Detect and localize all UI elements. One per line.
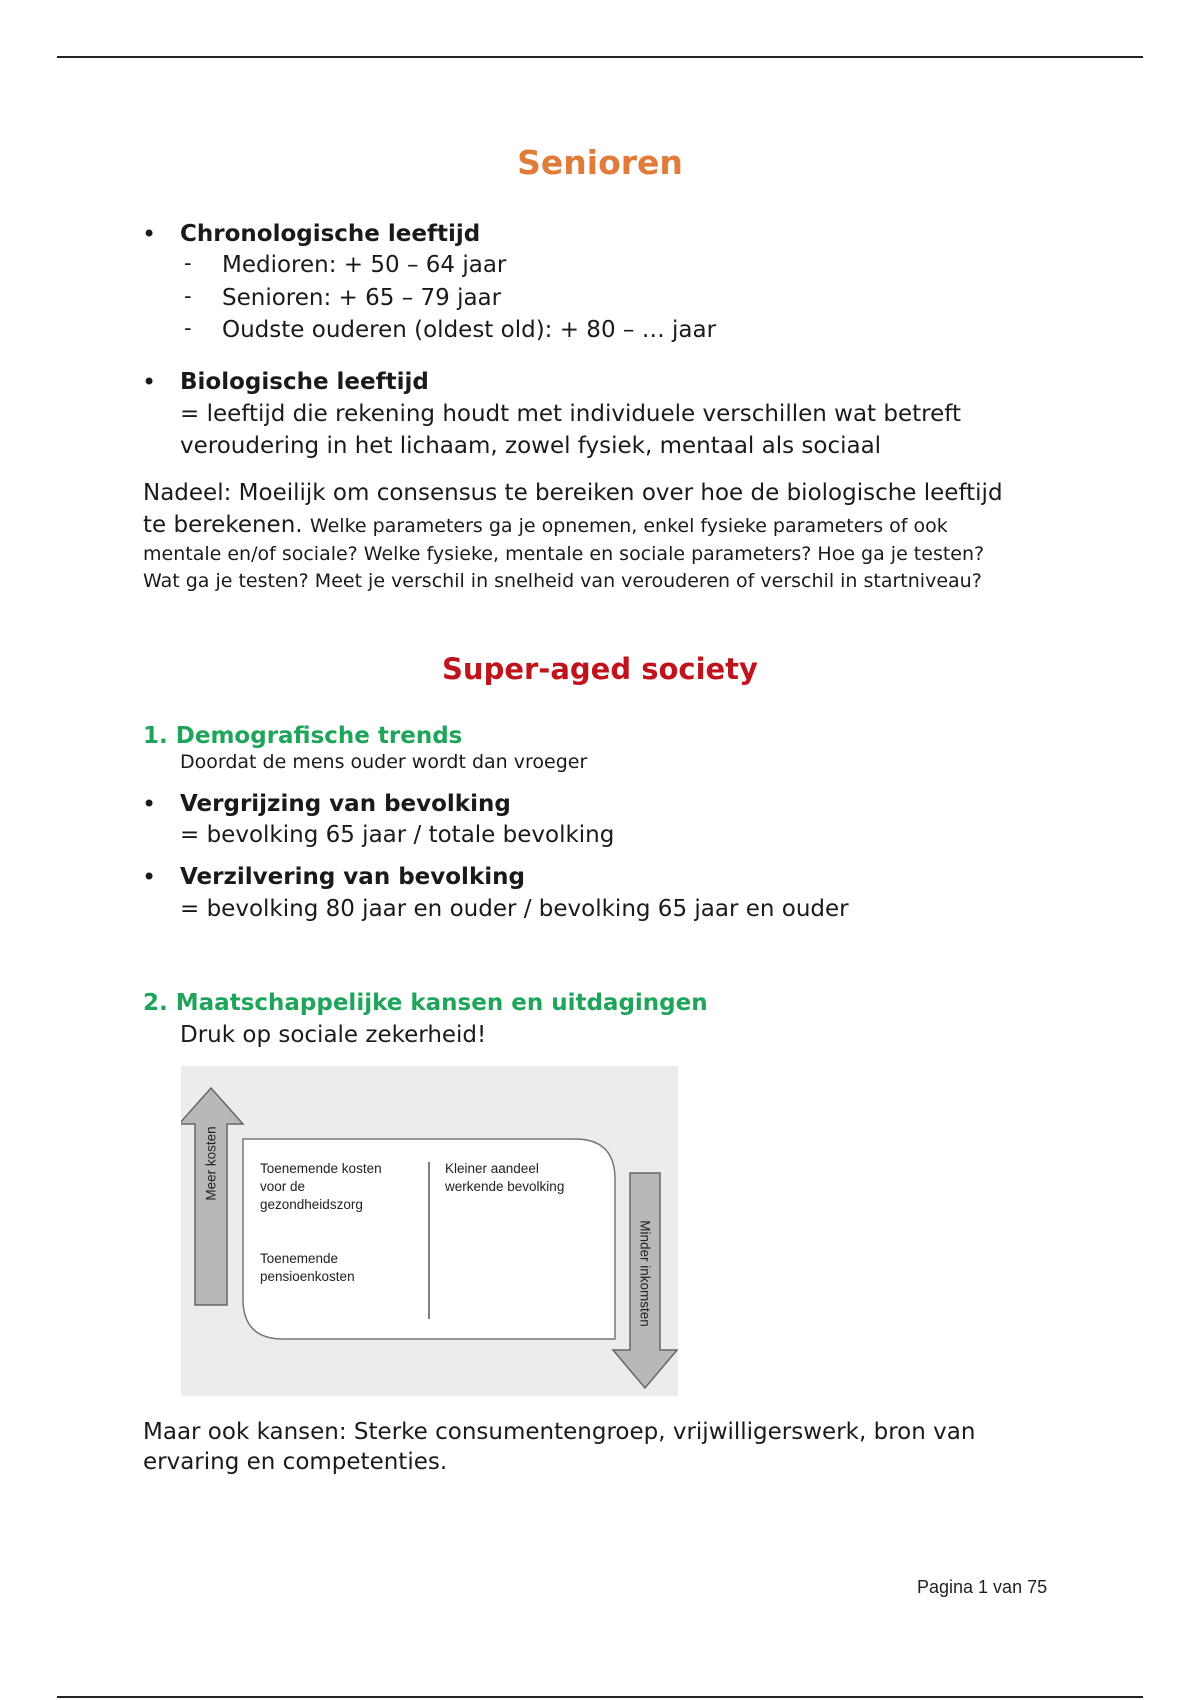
kansen-line: Maar ook kansen: Sterke consumentengroep, vrijwilligerswerk, bron van (143, 1419, 976, 1445)
demo-heading (143, 720, 462, 752)
income-line: Kleiner aandeel (445, 1161, 539, 1176)
income-line: werkende bevolking (445, 1179, 565, 1194)
nadeel-line: mentale en/of sociale? Welke fysieke, mentale en sociale parameters? Hoe ga je testen? (143, 543, 985, 565)
bio-definition-line: = leeftijd die rekening houdt met individuele verschillen wat betreft (180, 401, 961, 427)
dash-icon: - (184, 316, 192, 340)
bio-definition-line: veroudering in het lichaam, zowel fysiek, mentaal als sociaal (180, 433, 882, 459)
dash-icon: - (184, 284, 192, 308)
demo-sub: Doordat de mens ouder wordt dan vroeger (180, 751, 588, 773)
bullet-icon: • (142, 220, 157, 248)
dash-icon: - (184, 251, 192, 275)
vergrijzing-formula: = bevolking 65 jaar / totale bevolking (180, 822, 615, 848)
demo-number: 1. (143, 723, 168, 749)
maat-number: 2. (143, 990, 168, 1016)
demo-heading-text: Demografische trends (175, 723, 463, 749)
nadeel-small: Welke parameters ga je opnemen, enkel fysieke parameters of ook (309, 515, 948, 537)
vergrijzing-heading: Vergrijzing van bevolking (180, 791, 511, 817)
chrono-heading: Chronologische leeftijd (180, 221, 481, 247)
kansen-line: ervaring en competenties. (143, 1449, 448, 1475)
nadeel-line: Wat ga je testen? Meet je verschil in snelheid van verouderen of verschil in startniveau? (143, 570, 982, 592)
cost2-label (260, 1250, 355, 1286)
chrono-item: Senioren: + 65 – 79 jaar (222, 285, 502, 311)
maat-sub: Druk op sociale zekerheid! (180, 1022, 487, 1048)
income-label (445, 1160, 564, 1196)
cost2-line: Toenemende (260, 1251, 339, 1266)
meer-kosten-label: Meer kosten (203, 1126, 219, 1201)
chrono-item: Medioren: + 50 – 64 jaar (222, 252, 507, 278)
cost1-line: gezondheidszorg (260, 1197, 363, 1212)
section-title: Super-aged society (442, 652, 758, 686)
cost1-label (260, 1160, 382, 1214)
page-title: Senioren (517, 143, 683, 182)
cost1-line: Toenemende kosten (260, 1161, 382, 1176)
diagram-shapes (181, 1066, 678, 1396)
bullet-icon: • (142, 368, 157, 396)
nadeel-line (143, 509, 948, 541)
cost2-line: pensioenkosten (260, 1269, 355, 1284)
nadeel-large: te berekenen. (143, 512, 303, 538)
maat-heading-text: Maatschappelijke kansen en uitdagingen (175, 990, 708, 1016)
footer-rule (57, 1696, 1143, 1698)
verzilvering-formula: = bevolking 80 jaar en ouder / bevolking 65 jaar en ouder (180, 896, 849, 922)
chrono-item: Oudste ouderen (oldest old): + 80 – … jaar (222, 317, 717, 343)
header-rule (57, 56, 1143, 58)
cost1-line: voor de (260, 1179, 306, 1194)
page-number: Pagina 1 van 75 (917, 1577, 1048, 1597)
maat-heading (143, 987, 708, 1019)
cost-income-diagram (181, 1066, 678, 1396)
bio-heading: Biologische leeftijd (180, 369, 429, 395)
bullet-icon: • (142, 790, 157, 818)
verzilvering-heading: Verzilvering van bevolking (180, 864, 525, 890)
minder-inkomsten-label: Minder inkomsten (637, 1220, 653, 1327)
bullet-icon: • (142, 863, 157, 891)
nadeel-line: Nadeel: Moeilijk om consensus te bereiken over hoe de biologische leeftijd (143, 480, 1003, 506)
